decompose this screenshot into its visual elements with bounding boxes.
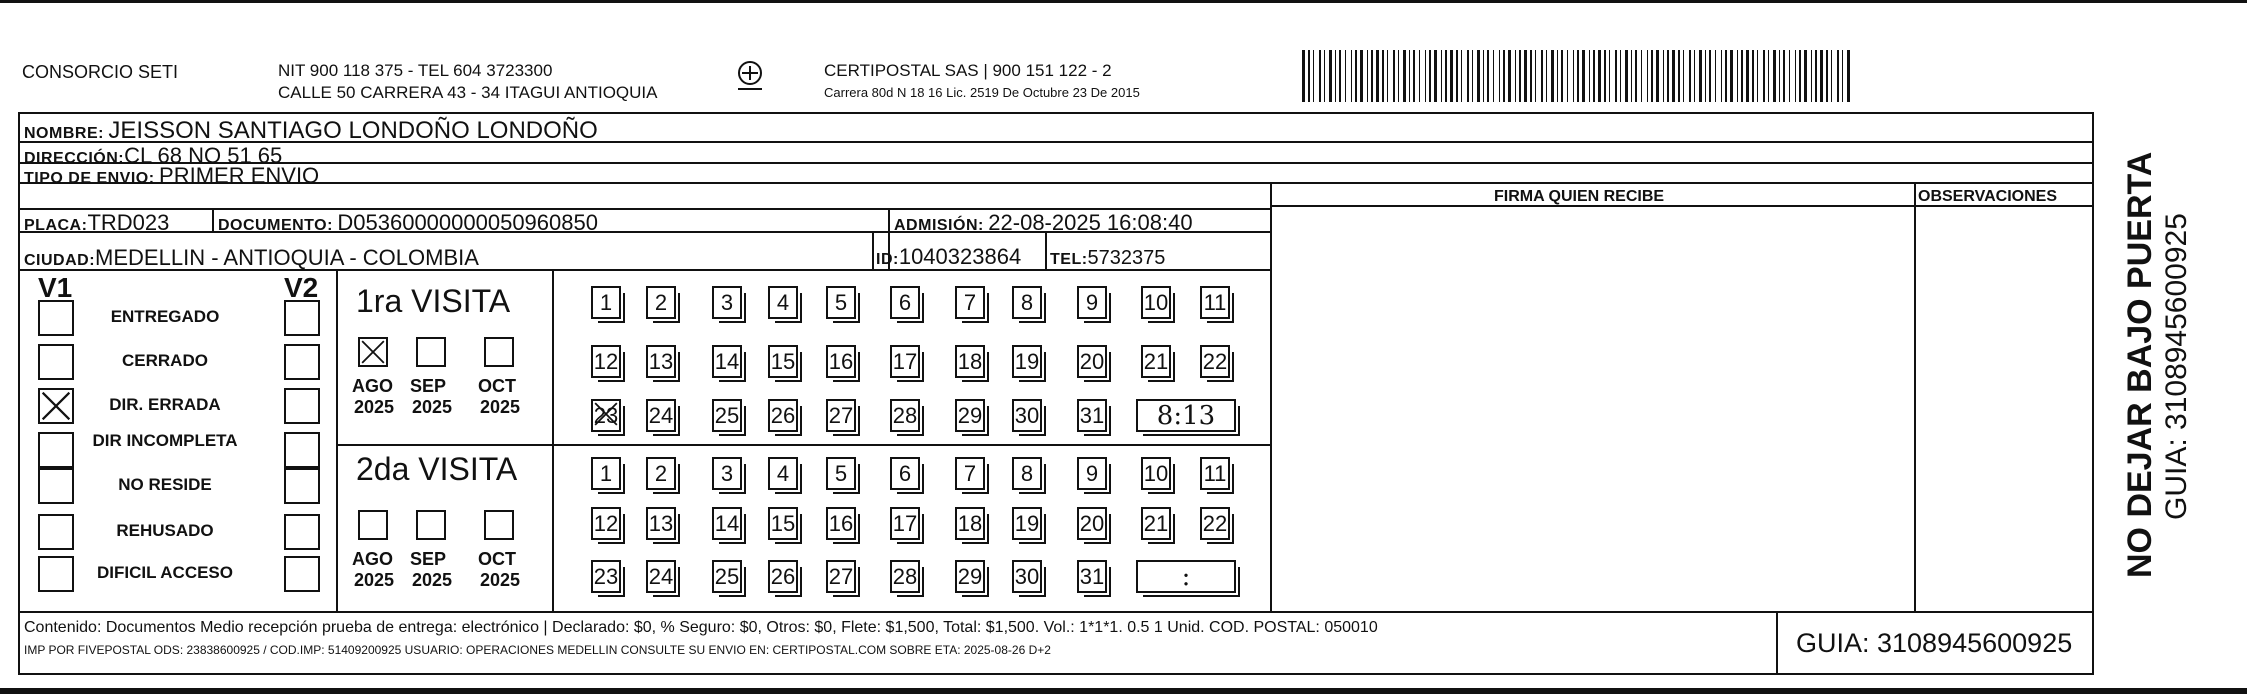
barcode-bar xyxy=(1371,50,1373,102)
nit-line-2: CALLE 50 CARRERA 43 - 34 ITAGUI ANTIOQUIA xyxy=(278,83,658,102)
barcode-bar xyxy=(1434,50,1437,102)
barcode-bar xyxy=(1656,50,1659,102)
day-box[interactable]: 6 xyxy=(890,286,920,319)
day-box[interactable]: 2 xyxy=(646,286,676,319)
status-label: DIFICIL ACCESO xyxy=(96,563,233,582)
status-label: DIR INCOMPLETA xyxy=(92,431,238,450)
barcode-bar xyxy=(1508,50,1511,102)
barcode-bar xyxy=(1519,50,1521,102)
month-label: OCT xyxy=(478,549,516,569)
day-box[interactable]: 2 xyxy=(646,457,676,490)
col-divider xyxy=(336,270,338,612)
barcode-bar xyxy=(1546,50,1547,102)
barcode-bar xyxy=(1329,50,1332,102)
placa-field xyxy=(24,212,169,234)
visita1-title: 1ra VISITA xyxy=(356,283,511,319)
admision-field xyxy=(894,212,1193,234)
firma-header: FIRMA QUIEN RECIBE xyxy=(1494,188,1665,205)
year-label: 2025 xyxy=(354,570,395,590)
barcode-bar xyxy=(1746,50,1749,102)
admision-label: ADMISIÓN: xyxy=(894,217,984,234)
v2-checkbox[interactable] xyxy=(284,300,320,336)
day-box[interactable]: 13 xyxy=(646,507,676,540)
day-box[interactable]: 6 xyxy=(890,457,920,490)
barcode-bar xyxy=(1530,50,1532,102)
barcode-bar xyxy=(1472,50,1473,102)
year-label: 2025 xyxy=(412,570,453,590)
v2-checkbox[interactable] xyxy=(284,344,320,380)
barcode-bar xyxy=(1847,50,1850,102)
row-divider xyxy=(1270,205,2094,207)
row-divider xyxy=(336,444,1270,446)
barcode-bar xyxy=(1631,50,1632,102)
day-box[interactable]: 24 xyxy=(646,560,676,593)
day-box[interactable]: 16 xyxy=(826,345,856,378)
v2-checkbox[interactable] xyxy=(284,432,320,468)
day-box[interactable]: 14 xyxy=(712,345,742,378)
barcode-bar xyxy=(1483,50,1484,102)
barcode-bar xyxy=(1551,50,1554,102)
month-label: SEP xyxy=(410,549,447,569)
day-box[interactable]: 10 xyxy=(1141,286,1171,319)
day-box[interactable]: 22 xyxy=(1200,507,1230,540)
day-box[interactable]: 12 xyxy=(591,507,621,540)
barcode-bar xyxy=(1582,50,1585,102)
day-box[interactable]: 25 xyxy=(712,560,742,593)
day-box[interactable]: 12 xyxy=(591,345,621,378)
barcode-bar xyxy=(1757,50,1758,102)
day-box[interactable]: 15 xyxy=(768,345,798,378)
day-box[interactable]: 30 xyxy=(1012,560,1042,593)
day-box[interactable]: 28 xyxy=(890,399,920,432)
day-box[interactable]: 1 xyxy=(591,457,621,490)
barcode-bar xyxy=(1382,50,1384,102)
month-checkbox[interactable] xyxy=(416,337,446,367)
day-box[interactable]: 11 xyxy=(1200,457,1230,490)
certipostal-line-1: CERTIPOSTAL SAS | 900 151 122 - 2 xyxy=(824,61,1112,80)
barcode-bar xyxy=(1467,50,1469,102)
barcode-bar xyxy=(1503,50,1505,102)
tipo-label: TIPO DE ENVIO: xyxy=(24,170,155,187)
barcode-bar xyxy=(1831,50,1832,102)
barcode-bar xyxy=(1376,50,1379,102)
barcode-bar xyxy=(1367,50,1368,102)
barcode-bar xyxy=(1737,50,1738,102)
day-box[interactable]: 26 xyxy=(768,560,798,593)
barcode-bar xyxy=(1795,50,1796,102)
barcode-bar xyxy=(1441,50,1442,102)
time-box[interactable]: : xyxy=(1136,560,1236,593)
tipo-field xyxy=(24,165,319,187)
barcode-bar xyxy=(1493,50,1494,102)
day-box[interactable]: 17 xyxy=(890,507,920,540)
month-checkbox[interactable] xyxy=(484,510,514,540)
barcode-bar xyxy=(1589,50,1590,102)
barcode-bar xyxy=(1715,50,1716,102)
barcode-bar xyxy=(1393,50,1395,102)
barcode-bar xyxy=(1398,50,1399,102)
barcode-bar xyxy=(1598,50,1601,102)
day-box[interactable]: 30 xyxy=(1012,399,1042,432)
barcode-bar xyxy=(1360,50,1363,102)
day-box[interactable]: 8 xyxy=(1012,286,1042,319)
day-box[interactable]: 20 xyxy=(1077,345,1107,378)
day-box[interactable]: 1 xyxy=(591,286,621,319)
ciudad-field xyxy=(24,247,479,269)
direccion-value: CL 68 NO 51 65 xyxy=(124,143,283,168)
barcode-bar xyxy=(1820,50,1823,102)
time-box[interactable]: 8:13 xyxy=(1136,399,1236,432)
barcode-bar xyxy=(1499,50,1500,102)
day-box[interactable]: 3 xyxy=(712,457,742,490)
day-box[interactable]: 10 xyxy=(1141,457,1171,490)
documento-value: D05360000000050960850 xyxy=(337,210,598,235)
day-box[interactable]: 5 xyxy=(826,457,856,490)
day-box[interactable]: 15 xyxy=(768,507,798,540)
barcode-bar xyxy=(1667,50,1669,102)
day-check-mark xyxy=(593,401,619,430)
ciudad-value: MEDELLIN - ANTIOQUIA - COLOMBIA xyxy=(95,245,479,270)
barcode-bar xyxy=(1663,50,1664,102)
day-box[interactable]: 27 xyxy=(826,399,856,432)
month-label: AGO xyxy=(352,376,394,396)
nit-line-1: NIT 900 118 375 - TEL 604 3723300 xyxy=(278,61,553,80)
barcode-bar xyxy=(1842,50,1843,102)
month-checkbox[interactable] xyxy=(484,337,514,367)
barcode-bar xyxy=(1709,50,1711,102)
tel-field xyxy=(1050,248,1165,268)
barcode-bar xyxy=(1651,50,1653,102)
barcode-bar xyxy=(1799,50,1801,102)
day-box[interactable]: 28 xyxy=(890,560,920,593)
barcode-bar xyxy=(1515,50,1516,102)
barcode-bar xyxy=(1721,50,1722,102)
barcode xyxy=(1302,50,1852,102)
barcode-bar xyxy=(1577,50,1579,102)
day-box[interactable]: 19 xyxy=(1012,507,1042,540)
barcode-bar xyxy=(1335,50,1336,102)
status-label: CERRADO xyxy=(122,351,208,370)
day-box[interactable]: 14 xyxy=(712,507,742,540)
v2-checkbox[interactable] xyxy=(284,556,320,592)
barcode-bar xyxy=(1635,50,1637,102)
v2-checkbox[interactable] xyxy=(284,468,320,504)
day-box[interactable]: 7 xyxy=(955,457,985,490)
col-divider xyxy=(1776,612,1778,675)
day-box[interactable]: 9 xyxy=(1077,457,1107,490)
documento-label: DOCUMENTO: xyxy=(218,217,333,234)
barcode-bar xyxy=(1339,50,1341,102)
side-guia: GUIA: 3108945600925 xyxy=(2160,213,2193,520)
barcode-bar xyxy=(1604,50,1606,102)
day-box[interactable]: 24 xyxy=(646,399,676,432)
status-label: REHUSADO xyxy=(116,521,214,540)
status-label: DIR. ERRADA xyxy=(109,395,221,414)
day-box[interactable]: 20 xyxy=(1077,507,1107,540)
documento-field xyxy=(218,212,598,234)
barcode-bar xyxy=(1445,50,1447,102)
day-box[interactable]: 26 xyxy=(768,399,798,432)
day-box[interactable]: 21 xyxy=(1141,507,1171,540)
row-divider xyxy=(18,182,2094,184)
col-divider xyxy=(872,232,874,270)
day-box[interactable]: 31 xyxy=(1077,399,1107,432)
day-box[interactable]: 21 xyxy=(1141,345,1171,378)
barcode-bar xyxy=(1811,50,1812,102)
nombre-label: NOMBRE: xyxy=(24,125,104,142)
barcode-bar xyxy=(1461,50,1462,102)
footer-imp: IMP POR FIVEPOSTAL ODS: 23838600925 / COD.IMP: 51409200925 USUARIO: OPERACIONES MEDELLIN CONSULTE SU ENVIO EN: CERTIPOSTAL.COM SOBRE ETA: 2025-08-26 D+2 xyxy=(24,643,1051,657)
nombre-value: JEISSON SANTIAGO LONDOÑO LONDOÑO xyxy=(108,117,598,144)
barcode-bar xyxy=(1324,50,1325,102)
day-box[interactable]: 9 xyxy=(1077,286,1107,319)
year-label: 2025 xyxy=(354,397,395,417)
barcode-bar xyxy=(1641,50,1642,102)
barcode-bar xyxy=(1730,50,1733,102)
month-checkbox[interactable] xyxy=(358,337,388,367)
barcode-bar xyxy=(1425,50,1426,102)
barcode-bar xyxy=(1567,50,1568,102)
barcode-bar xyxy=(1409,50,1410,102)
placa-label: PLACA: xyxy=(24,217,88,234)
day-box[interactable]: 19 xyxy=(1012,345,1042,378)
barcode-bar xyxy=(1789,50,1790,102)
barcode-bar xyxy=(1752,50,1754,102)
day-box[interactable]: 23 xyxy=(591,399,621,432)
year-label: 2025 xyxy=(412,397,453,417)
day-box[interactable]: 5 xyxy=(826,286,856,319)
barcode-bar xyxy=(1689,50,1691,102)
form-frame xyxy=(18,112,2094,675)
day-box[interactable]: 11 xyxy=(1200,286,1230,319)
barcode-bar xyxy=(1456,50,1458,102)
year-label: 2025 xyxy=(480,397,521,417)
day-box[interactable]: 29 xyxy=(955,560,985,593)
barcode-bar xyxy=(1450,50,1453,102)
visita2-title: 2da VISITA xyxy=(356,451,518,487)
col-divider xyxy=(212,208,214,232)
day-box[interactable]: 18 xyxy=(955,345,985,378)
col-divider xyxy=(552,270,554,612)
month-label: OCT xyxy=(478,376,516,396)
barcode-bar xyxy=(1535,50,1536,102)
day-box[interactable]: 16 xyxy=(826,507,856,540)
month-checkbox[interactable] xyxy=(416,510,446,540)
barcode-bar xyxy=(1694,50,1695,102)
barcode-bar xyxy=(1593,50,1595,102)
ciudad-label: CIUDAD: xyxy=(24,252,96,269)
day-box[interactable]: 4 xyxy=(768,457,798,490)
id-value: 1040323864 xyxy=(898,244,1022,269)
barcode-bar xyxy=(1487,50,1489,102)
barcode-bar xyxy=(1419,50,1420,102)
barcode-bar xyxy=(1678,50,1680,102)
certipostal-logo-icon xyxy=(730,58,770,98)
bottom-border xyxy=(0,688,2247,694)
top-border xyxy=(0,0,2247,3)
month-label: SEP xyxy=(410,376,447,396)
barcode-bar xyxy=(1804,50,1807,102)
barcode-bar xyxy=(1477,50,1480,102)
day-box[interactable]: 7 xyxy=(955,286,985,319)
barcode-bar xyxy=(1683,50,1684,102)
barcode-bar xyxy=(1647,50,1648,102)
row-divider xyxy=(18,611,2094,613)
tipo-value: PRIMER ENVIO xyxy=(159,163,320,188)
barcode-bar xyxy=(1615,50,1617,102)
barcode-bar xyxy=(1763,50,1765,102)
barcode-bar xyxy=(1351,50,1352,102)
observaciones-header: OBSERVACIONES xyxy=(1918,188,2057,205)
barcode-bar xyxy=(1705,50,1706,102)
footer-guia: GUIA: 3108945600925 xyxy=(1796,628,2073,658)
barcode-bar xyxy=(1319,50,1321,102)
v1-label: V1 xyxy=(38,272,73,303)
day-box[interactable]: 29 xyxy=(955,399,985,432)
barcode-bar xyxy=(1672,50,1675,102)
barcode-bar xyxy=(1768,50,1769,102)
barcode-bar xyxy=(1524,50,1527,102)
month-checkbox[interactable] xyxy=(358,510,388,540)
barcode-bar xyxy=(1345,50,1346,102)
id-field xyxy=(876,246,1021,268)
barcode-bar xyxy=(1308,50,1310,102)
day-box[interactable]: 25 xyxy=(712,399,742,432)
barcode-bar xyxy=(1779,50,1780,102)
admision-value: 22-08-2025 16:08:40 xyxy=(988,210,1193,235)
barcode-bar xyxy=(1355,50,1357,102)
barcode-bar xyxy=(1387,50,1388,102)
nombre-field xyxy=(24,119,598,143)
day-box[interactable]: 22 xyxy=(1200,345,1230,378)
day-box[interactable]: 8 xyxy=(1012,457,1042,490)
barcode-bar xyxy=(1699,50,1702,102)
day-box[interactable]: 3 xyxy=(712,286,742,319)
barcode-bar xyxy=(1302,50,1305,102)
day-box[interactable]: 13 xyxy=(646,345,676,378)
barcode-bar xyxy=(1413,50,1415,102)
barcode-bar xyxy=(1725,50,1727,102)
status-label: ENTREGADO xyxy=(110,307,220,326)
barcode-bar xyxy=(1625,50,1628,102)
barcode-bar xyxy=(1561,50,1563,102)
barcode-bar xyxy=(1620,50,1621,102)
barcode-bar xyxy=(1837,50,1839,102)
day-box[interactable]: 18 xyxy=(955,507,985,540)
month-label: AGO xyxy=(352,549,394,569)
day-box[interactable]: 27 xyxy=(826,560,856,593)
placa-value: TRD023 xyxy=(87,210,170,235)
v2-label: V2 xyxy=(284,272,319,303)
barcode-bar xyxy=(1826,50,1828,102)
side-warning: NO DEJAR BAJO PUERTA xyxy=(2121,151,2159,578)
day-box[interactable]: 23 xyxy=(591,560,621,593)
company-name: CONSORCIO SETI xyxy=(22,62,179,82)
barcode-bar xyxy=(1573,50,1574,102)
barcode-bar xyxy=(1313,50,1314,102)
barcode-bar xyxy=(1741,50,1743,102)
footer-contenido: Contenido: Documentos Medio recepción prueba de entrega: electrónico | Declarado: $0, % Seguro: $0, Otros: $0, Flete: $1,500, Total: $1,500. Vol.: 1*1*1. 0.5 1 Unid. COD. POSTAL: 050010 xyxy=(24,619,1378,636)
barcode-bar xyxy=(1541,50,1543,102)
barcode-bar xyxy=(1429,50,1431,102)
day-box[interactable]: 31 xyxy=(1077,560,1107,593)
barcode-bar xyxy=(1773,50,1776,102)
id-label: ID: xyxy=(876,251,899,268)
tel-label: TEL: xyxy=(1050,251,1088,268)
direccion-label: DIRECCIÓN: xyxy=(24,150,125,167)
day-box[interactable]: 4 xyxy=(768,286,798,319)
status-label: NO RESIDE xyxy=(118,475,212,494)
year-label: 2025 xyxy=(480,570,521,590)
barcode-bar xyxy=(1403,50,1406,102)
col-divider xyxy=(1045,232,1047,270)
barcode-bar xyxy=(1609,50,1610,102)
barcode-bar xyxy=(1783,50,1785,102)
v2-checkbox[interactable] xyxy=(284,388,320,424)
day-box[interactable]: 17 xyxy=(890,345,920,378)
col-divider xyxy=(1270,182,1272,612)
col-divider xyxy=(1914,182,1916,612)
v2-checkbox[interactable] xyxy=(284,514,320,550)
row-divider xyxy=(18,162,2094,164)
certipostal-line-2: Carrera 80d N 18 16 Lic. 2519 De Octubre 23 De 2015 xyxy=(824,85,1140,100)
tel-value: 5732375 xyxy=(1087,247,1166,269)
barcode-bar xyxy=(1815,50,1817,102)
barcode-bar xyxy=(1557,50,1558,102)
